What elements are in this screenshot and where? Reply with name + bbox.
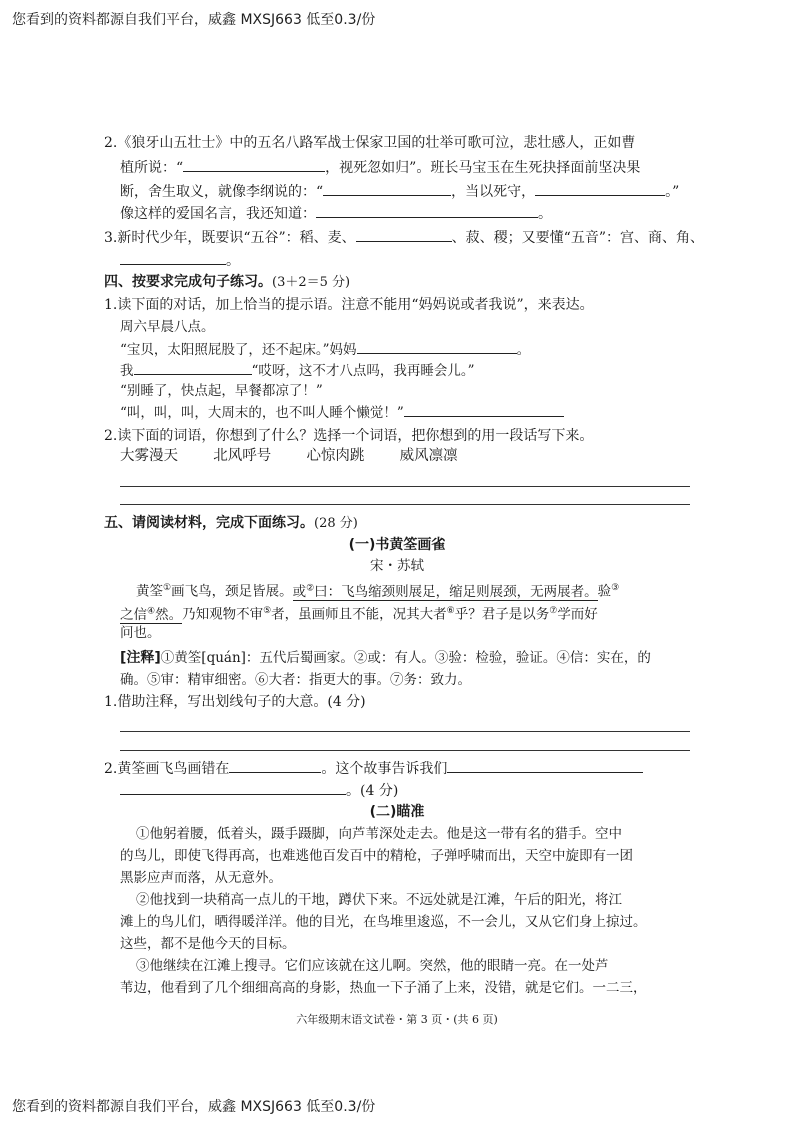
- watermark-banner-bottom: 您看到的资料都源自我们平台，威鑫 MXSJ663 低至0.3/份: [12, 1099, 376, 1115]
- page-footer: 六年级期末语文试卷・第 3 页・(共 6 页): [296, 1013, 498, 1026]
- sec4-q2: 2.读下面的词语，你想到了什么？选择一个词语，把你想到的用一段话写下来。: [104, 428, 594, 444]
- sec5-q2-line-2: 。(4 分): [120, 780, 398, 801]
- passage-1-line-3: 问也。: [120, 625, 161, 641]
- notes-line-1: [注释]①黄筌[quán]：五代后蜀画家。②或：有人。③验：检验，验证。④信：实在，的: [120, 650, 651, 666]
- dialogue-line-0: 周六早晨八点。: [120, 319, 215, 335]
- word-choices: [120, 446, 458, 466]
- writing-line[interactable]: [120, 750, 690, 751]
- passage-2-line-7: ③他继续在江滩上搜寻。它们应该就在这儿啊。突然，他的眼睛一亮。在一处芦: [136, 958, 609, 974]
- answer-blank[interactable]: [404, 402, 564, 417]
- dialogue-line-1: “宝贝，太阳照屁股了，还不起床。”妈妈 。: [120, 339, 530, 360]
- word-choice: 北风呼号: [213, 448, 272, 464]
- writing-line[interactable]: [120, 504, 690, 505]
- answer-blank[interactable]: [357, 339, 517, 354]
- passage-1-line-1: 黄筌①画飞鸟，颈足皆展。或②曰：飞鸟缩颈则展足，缩足则展颈，无两展者。验③: [136, 583, 620, 600]
- watermark-banner-top: 您看到的资料都源自我们平台，威鑫 MXSJ663 低至0.3/份: [12, 12, 376, 28]
- dialogue-line-3: “别睡了，快点起，早餐都凉了！”: [120, 383, 323, 399]
- q3-line-2: 。: [120, 250, 240, 271]
- answer-blank[interactable]: [316, 203, 538, 218]
- answer-blank[interactable]: [535, 181, 665, 196]
- sec4-q1: 1.读下面的对话，加上恰当的提示语。注意不能用“妈妈说或者我说”，来表达。: [104, 297, 594, 313]
- answer-blank[interactable]: [183, 157, 325, 172]
- sec5-q1: 1.借助注释，写出划线句子的大意。(4 分): [104, 694, 366, 710]
- q3-line-1: 3.新时代少年，既要识“五谷”：稻、麦、 、菽、稷；又要懂“五音”：宫、商、角、: [104, 227, 704, 248]
- word-choice: 心惊肉跳: [306, 448, 365, 464]
- passage-2-line-5: 滩上的鸟儿们，晒得暖洋洋。他的目光，在鸟堆里逡巡，不一会儿，又从它们身上掠过。: [120, 914, 647, 930]
- answer-blank[interactable]: [447, 758, 643, 773]
- answer-blank[interactable]: [323, 181, 451, 196]
- answer-blank[interactable]: [120, 780, 346, 795]
- answer-blank[interactable]: [134, 360, 252, 375]
- section-4-heading: 四、按要求完成句子练习。(3＋2＝5 分): [104, 274, 351, 290]
- q2-line-3: 断，舍生取义，就像李纲说的：“ ，当以死守， 。”: [120, 181, 679, 202]
- passage-2-line-6: 这些，都不是他今天的目标。: [120, 936, 296, 952]
- writing-line[interactable]: [120, 731, 690, 732]
- passage-2-line-3: 黑影应声而落，从无意外。: [120, 870, 282, 886]
- passage-2-line-1: ①他躬着腰，低着头，蹑手蹑脚，向芦苇深处走去。他是这一带有名的猎手。空中: [136, 826, 622, 842]
- passage-1-line-2: 之信④然。乃知观物不审⑤者，虽画师且不能，况其大者⑥乎？君子是以务⑦学而好: [120, 606, 598, 623]
- answer-blank[interactable]: [120, 250, 226, 265]
- passage-2-line-2: 的鸟儿，即使飞得再高，也难逃他百发百中的精枪，子弹呼啸而出，天空中旋即有一团: [120, 848, 633, 864]
- passage-2-title: (二)瞄准: [369, 804, 425, 820]
- notes-line-2: 确。⑤审：精审细密。⑥大者：指更大的事。⑦务：致力。: [120, 672, 471, 688]
- q2-line-1: 2.《狼牙山五壮士》中的五名八路军战士保家卫国的壮举可歌可泣，悲壮感人，正如曹: [104, 135, 636, 151]
- passage-1-author: 宋・苏轼: [370, 558, 424, 574]
- passage-2-line-8: 苇边，他看到了几个细细高高的身影，热血一下子涌了上来，没错，就是它们。一二三，: [120, 980, 647, 996]
- passage-1-title: (一)书黄筌画雀: [348, 537, 446, 553]
- q2-line-2: 植所说：“ ，视死忽如归”。班长马宝玉在生死抉择面前坚决果: [120, 157, 640, 178]
- passage-2-line-4: ②他找到一块稍高一点儿的干地，蹲伏下来。不远处就是江滩，午后的阳光，将江: [136, 892, 622, 908]
- answer-blank[interactable]: [229, 758, 321, 773]
- answer-blank[interactable]: [356, 227, 452, 242]
- word-choice: 威风凛凛: [399, 448, 458, 464]
- dialogue-line-4: “叫，叫，叫，大周末的，也不叫人睡个懒觉！”: [120, 402, 564, 423]
- q2-line-4: 像这样的爱国名言，我还知道： 。: [120, 203, 552, 224]
- section-5-heading: 五、请阅读材料，完成下面练习。(28 分): [104, 515, 358, 531]
- writing-line[interactable]: [120, 486, 690, 487]
- dialogue-line-2: 我 “哎呀，这不才八点吗，我再睡会儿。”: [120, 360, 475, 381]
- word-choice: 大雾漫天: [120, 448, 178, 464]
- sec5-q2-line-1: 2.黄筌画飞鸟画错在 。这个故事告诉我们: [104, 758, 643, 779]
